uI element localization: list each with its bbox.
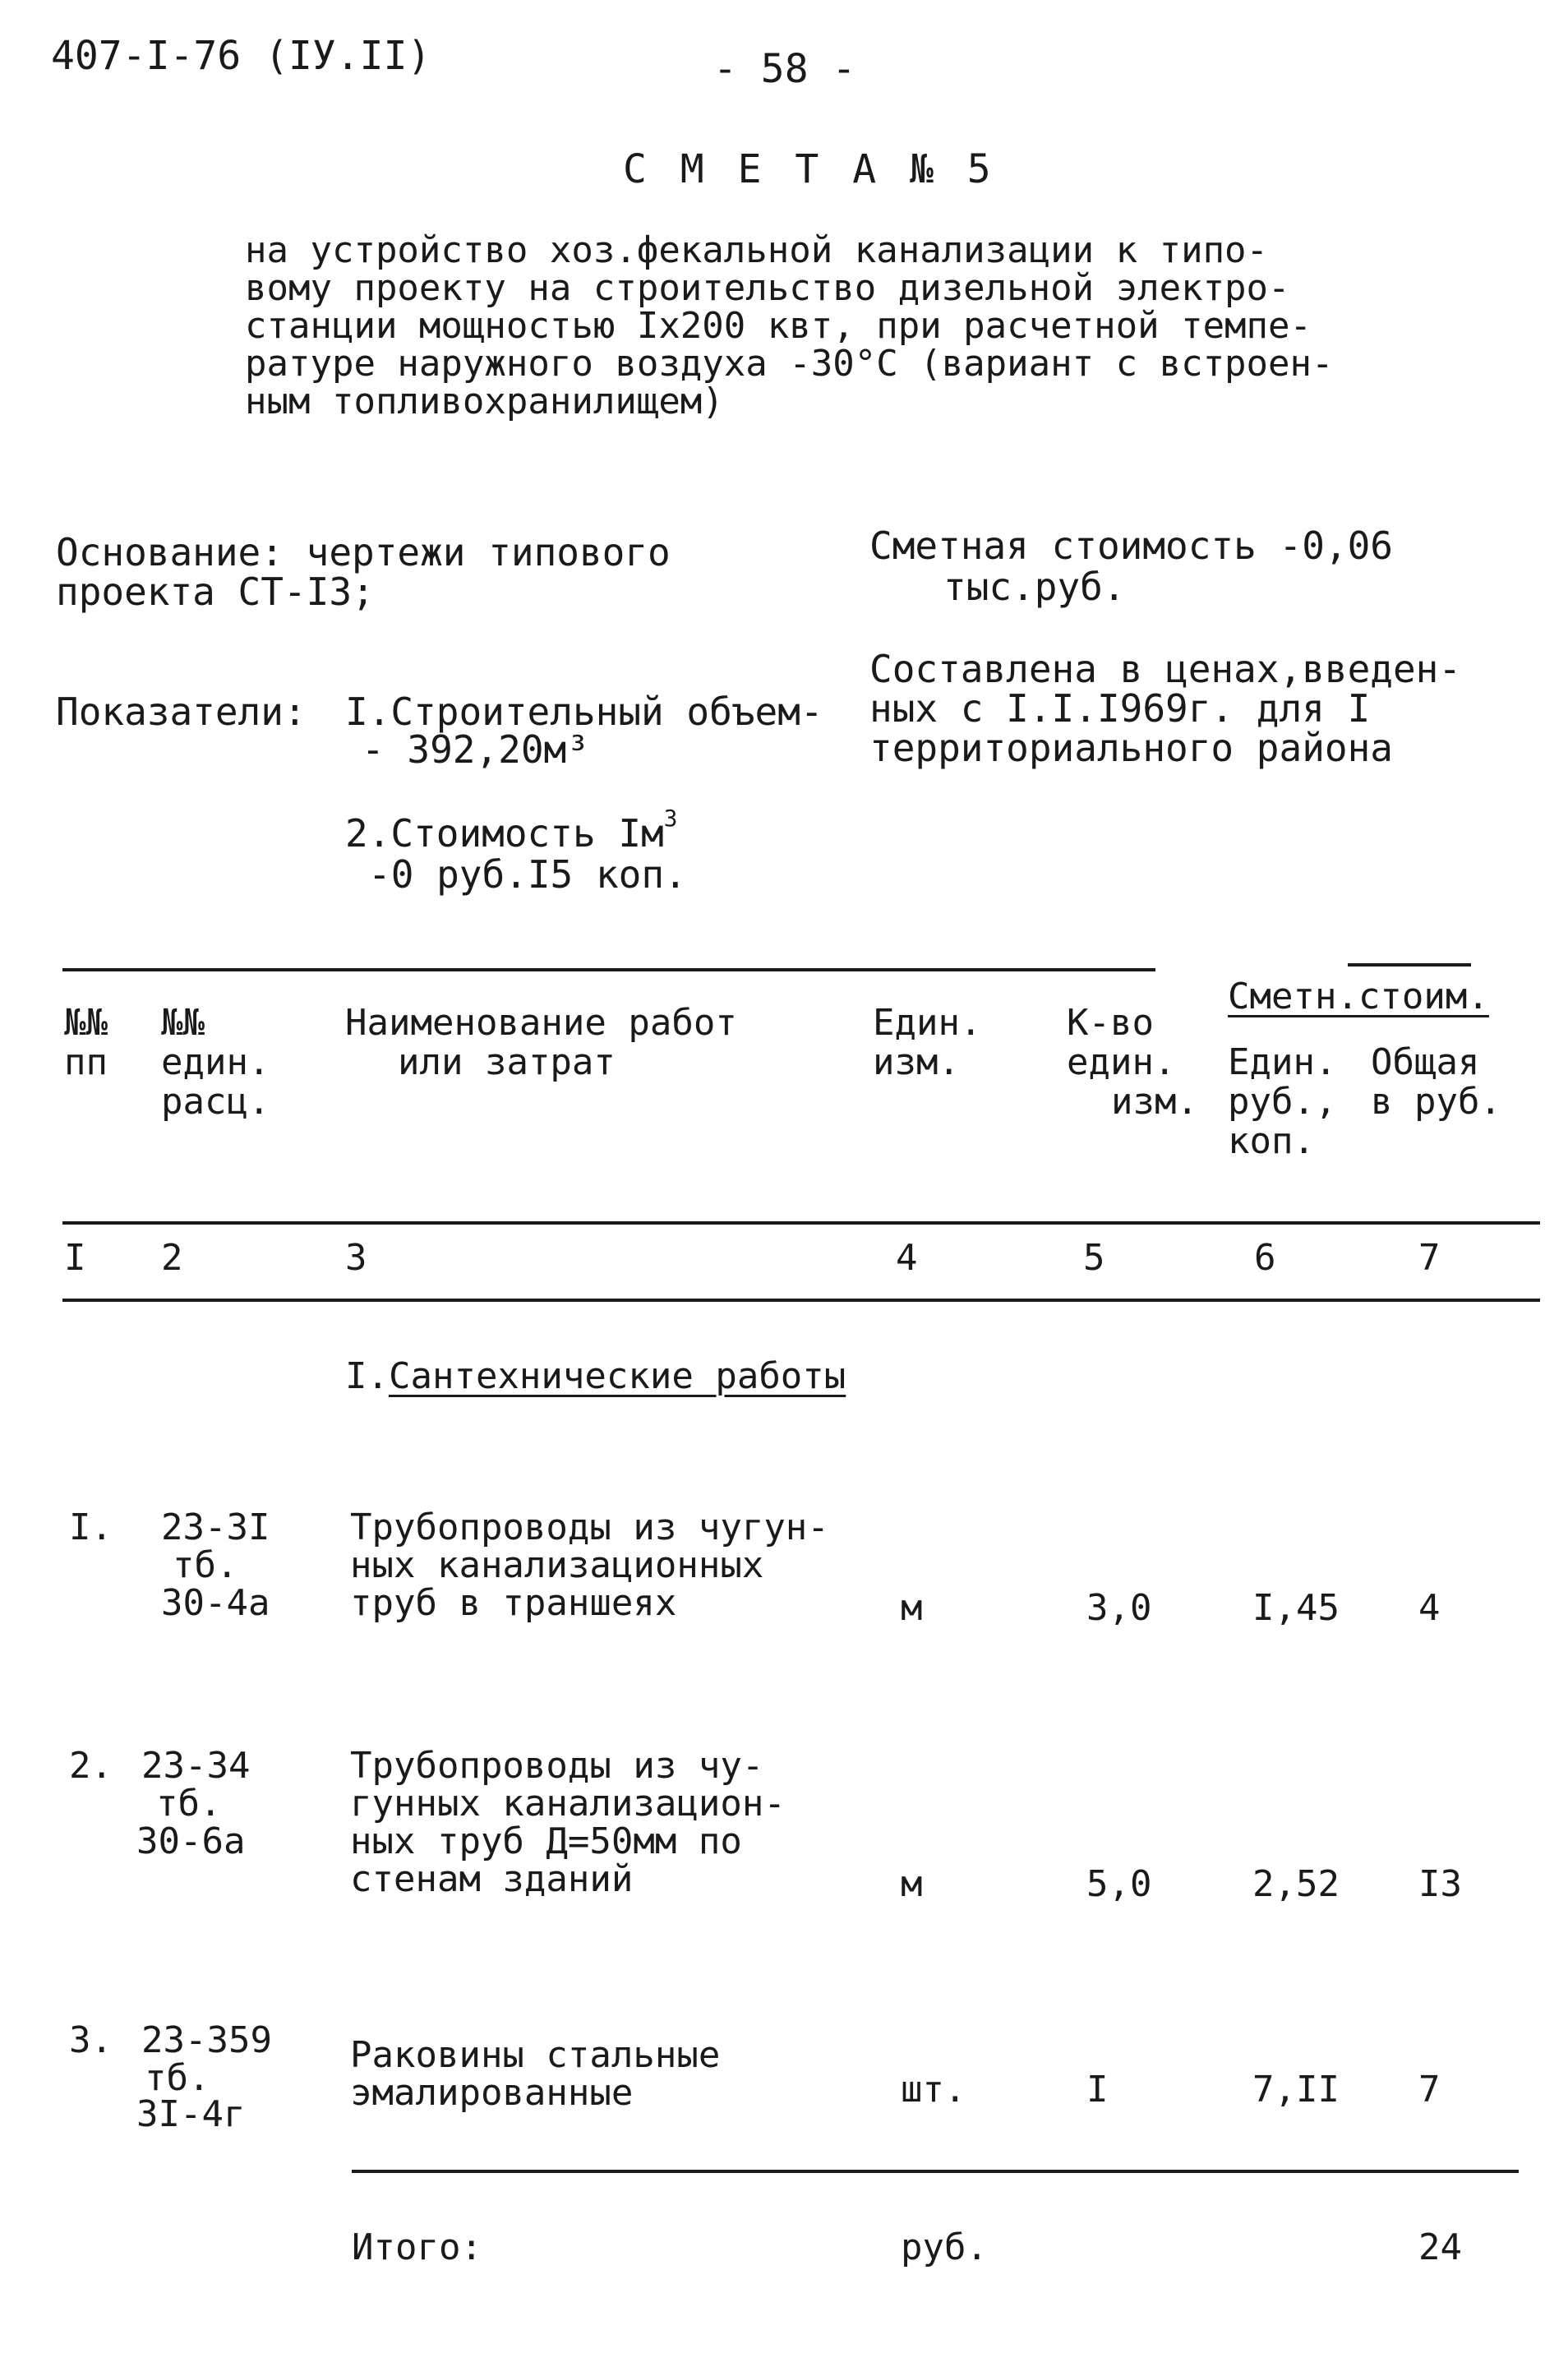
row-3-number: 3. — [69, 2019, 113, 2061]
estimated-cost-line-2: тыс.руб. — [943, 565, 1126, 609]
header-col2-line1: №№ — [161, 1002, 205, 1044]
basis-line-2: проекта СТ-I3; — [56, 570, 375, 614]
row-3-code-line1: 23-359 — [141, 2019, 272, 2061]
row-2-total: I3 — [1418, 1863, 1462, 1905]
total-unit: руб. — [901, 2226, 988, 2268]
row-3-quantity: I — [1086, 2069, 1109, 2111]
header-col6-line2: руб., — [1228, 1081, 1337, 1123]
total-rule — [352, 2170, 1519, 2173]
header-col2-line2: един. — [161, 1041, 270, 1083]
header-col3-line1: Наименование работ — [345, 1002, 737, 1044]
row-1-number: I. — [69, 1506, 113, 1548]
header-bottom-rule — [62, 1221, 1540, 1225]
prices-line-1: Составлена в ценах,введен- — [869, 647, 1462, 691]
page-number: - 58 - — [713, 46, 856, 92]
row-1-unit: м — [901, 1587, 923, 1629]
table-top-rule-right — [1348, 963, 1471, 967]
col-number-3: 3 — [345, 1237, 367, 1279]
row-3-name-line1: Раковины стальные — [350, 2034, 721, 2076]
row-1-name-line3: труб в траншеях — [350, 1582, 677, 1624]
col-numbers-bottom-rule — [62, 1299, 1540, 1302]
row-1-unit-price: I,45 — [1252, 1587, 1340, 1629]
row-2-name-line1: Трубопроводы из чу- — [350, 1745, 764, 1787]
row-3-unit-price: 7,II — [1252, 2069, 1340, 2111]
header-col1-line1: №№ — [64, 1002, 108, 1044]
row-2-quantity: 5,0 — [1086, 1863, 1152, 1905]
title-line-3: станции мощностью Iх200 квт, при расчетной темпе- — [245, 305, 1312, 347]
indicators-label: Показатели: — [56, 690, 307, 734]
row-1-code-line2: тб. — [173, 1544, 238, 1586]
indicator-unit-cost-line-1: 2.Стоимость $Iм^3$ — [345, 805, 678, 856]
header-col5-line2: един. — [1067, 1041, 1176, 1083]
header-col2-line3: расц. — [161, 1081, 270, 1123]
row-3-code-line3: 3I-4г — [136, 2093, 246, 2135]
title-line-4: ратуре наружного воздуха -30°С (вариант с встроен- — [245, 343, 1334, 385]
prices-line-3: территориального района — [869, 726, 1393, 770]
col-number-4: 4 — [896, 1237, 918, 1279]
row-2-name-line4: стенам зданий — [350, 1858, 634, 1900]
header-col5-line1: К-во — [1067, 1002, 1154, 1044]
header-col6-line1: Един. — [1228, 1041, 1337, 1083]
section-title — [345, 1355, 846, 1397]
title-line-5: ным топливохранилищем) — [245, 381, 724, 422]
row-1-code-line1: 23-3I — [161, 1506, 270, 1548]
row-1-total: 4 — [1418, 1587, 1441, 1629]
row-2-unit: м — [901, 1863, 923, 1905]
table-top-rule — [62, 968, 1155, 971]
header-col7-line2: в руб. — [1371, 1081, 1501, 1123]
title-line-1: на устройство хоз.фекальной канализации к типо- — [245, 229, 1269, 271]
header-col3-line2: или затрат — [398, 1041, 616, 1083]
row-1-code-line3: 30-4а — [161, 1582, 270, 1624]
row-2-number: 2. — [69, 1745, 113, 1787]
header-col5-line3: изм. — [1111, 1081, 1198, 1123]
indicator-unit-cost-line-2: -0 руб.I5 коп. — [368, 852, 687, 897]
row-1-quantity: 3,0 — [1086, 1587, 1152, 1629]
header-col6-line3: коп. — [1228, 1120, 1315, 1162]
row-3-name-line2: эмалированные — [350, 2072, 634, 2114]
row-3-code-line2: тб. — [145, 2057, 210, 2099]
row-3-total: 7 — [1418, 2069, 1441, 2111]
header-col1-line2: пп — [64, 1041, 108, 1083]
row-1-name-line1: Трубопроводы из чугун- — [350, 1506, 829, 1548]
row-2-code-line1: 23-34 — [141, 1745, 251, 1787]
estimated-cost-line-1: Сметная стоимость -0,06 — [869, 524, 1393, 568]
col-number-7: 7 — [1418, 1237, 1441, 1279]
header-col4-line1: Един. — [873, 1002, 982, 1044]
row-2-name-line2: гунных канализацион- — [350, 1783, 786, 1825]
prices-line-2: ных с I.I.I969г. для I — [869, 686, 1371, 731]
basis-line-1: Основание: чертежи типового — [56, 530, 671, 574]
document-title: С М Е Т А № 5 — [623, 146, 996, 192]
row-1-name-line2: ных канализационных — [350, 1544, 764, 1586]
col-number-1: I — [64, 1237, 86, 1279]
row-2-unit-price: 2,52 — [1252, 1863, 1340, 1905]
col-number-5: 5 — [1083, 1237, 1105, 1279]
document-code: 407-I-76 (IУ.II) — [51, 33, 431, 79]
col-number-6: 6 — [1254, 1237, 1276, 1279]
header-col4-line2: изм. — [873, 1041, 960, 1083]
header-estimated-cost-group: Сметн.стоим. — [1228, 976, 1489, 1017]
total-value: 24 — [1418, 2226, 1462, 2268]
title-line-2: вому проекту на строительство дизельной электро- — [245, 267, 1290, 309]
indicator-volume-line-1: I.Строительный объем- — [345, 690, 823, 734]
header-col7-line1: Общая — [1371, 1041, 1480, 1083]
total-label: Итого: — [352, 2226, 482, 2268]
row-2-code-line2: тб. — [156, 1783, 222, 1825]
indicator-volume-line-2: - 392,20м³ — [362, 727, 589, 772]
row-2-name-line3: ных труб Д=50мм по — [350, 1820, 742, 1862]
col-number-2: 2 — [161, 1237, 183, 1279]
section-title-text: Сантехнические работы — [388, 1355, 846, 1397]
row-3-unit: шт. — [901, 2069, 966, 2111]
section-number: I. — [345, 1355, 389, 1397]
row-2-code-line3: 30-6а — [136, 1820, 246, 1862]
